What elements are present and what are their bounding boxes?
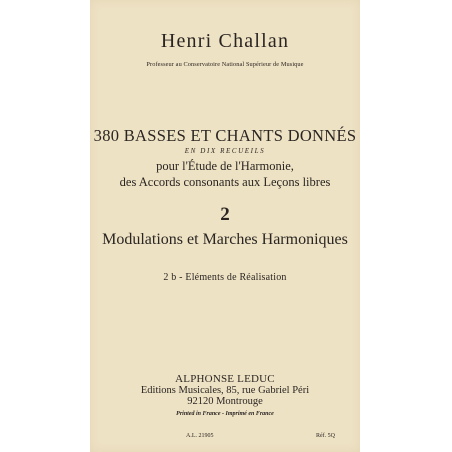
book-title-subtitle: EN DIX RECUEILS xyxy=(184,147,266,155)
publisher-address-line1: Editions Musicales, 85, rue Gabriel Péri xyxy=(140,385,310,396)
reference-number: Réf. 5Q xyxy=(316,433,335,439)
volume-title: Modulations et Marches Harmoniques xyxy=(102,231,348,248)
catalog-number: A.L. 21905 xyxy=(186,433,214,439)
publisher-address-line2: 92120 Montrouge xyxy=(187,396,263,407)
book-description-line2: des Accords consonants aux Leçons libres xyxy=(119,175,331,189)
author-name: Henri Challan xyxy=(160,30,290,52)
publisher-name: ALPHONSE LEDUC xyxy=(175,373,275,385)
volume-part: 2 b - Eléments de Réalisation xyxy=(163,272,287,283)
book-cover xyxy=(90,0,360,452)
author-subtitle: Professeur au Conservatoire National Supérieur de Musique xyxy=(146,61,304,68)
volume-number: 2 xyxy=(220,204,230,225)
printed-in-france: Printed in France - Imprimé en France xyxy=(176,411,274,417)
book-description-line1: pour l'Étude de l'Harmonie, xyxy=(156,159,294,173)
book-title: 380 BASSES ET CHANTS DONNÉS xyxy=(93,126,357,145)
